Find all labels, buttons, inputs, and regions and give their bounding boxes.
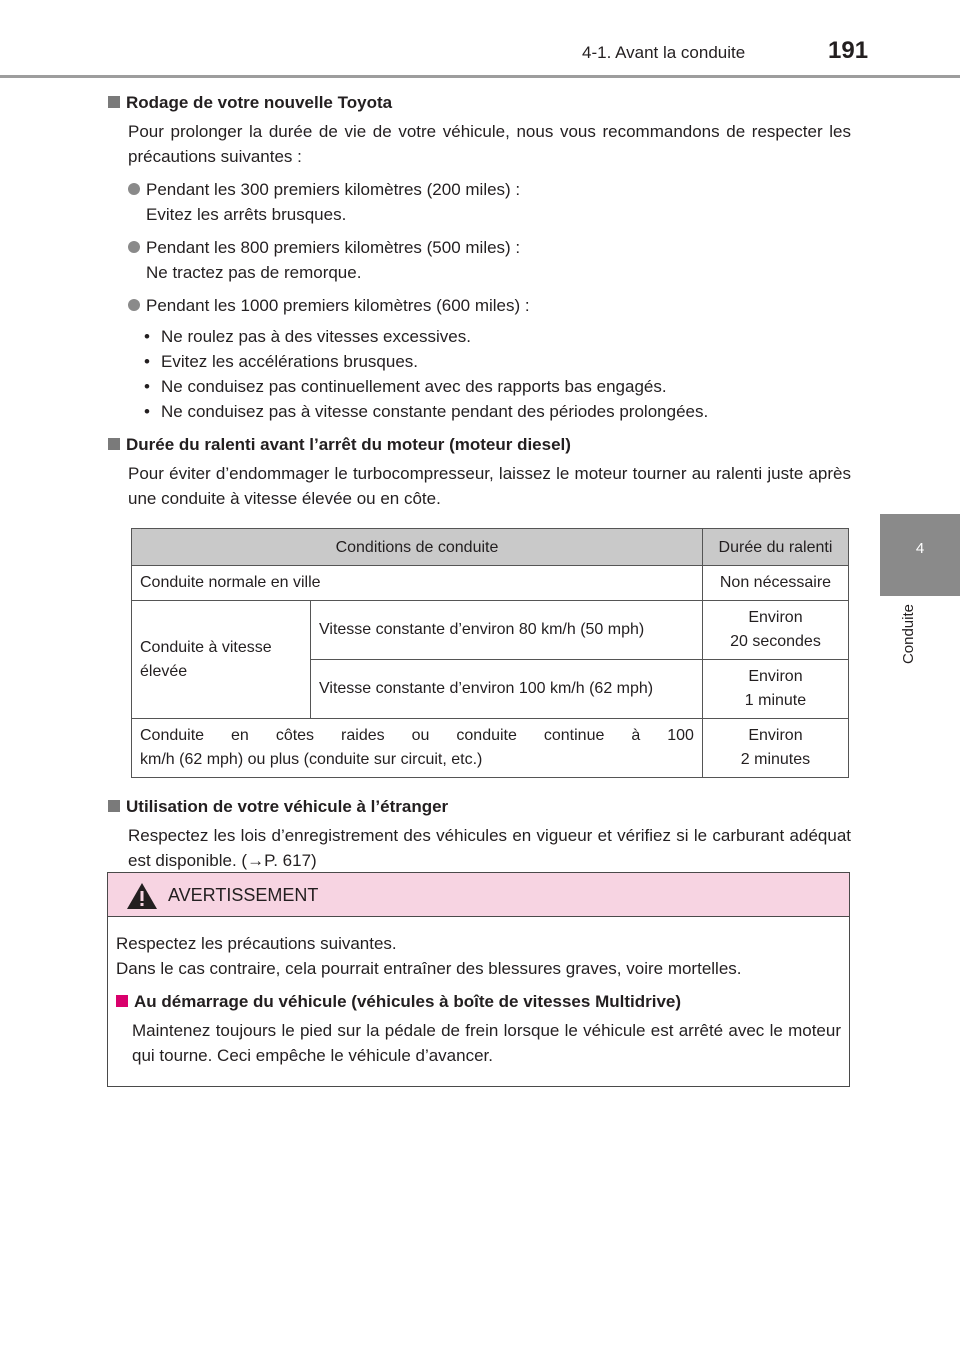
table-cell	[702, 719, 848, 778]
list-item-title: Pendant les 1000 premiers kilomètres (600 miles) :	[146, 296, 530, 315]
section-title: 4-1. Avant la conduite	[582, 43, 746, 62]
list-item	[128, 177, 851, 227]
table-cell	[702, 660, 848, 719]
duration-line: 2 minutes	[740, 751, 811, 768]
header-divider	[0, 75, 960, 78]
warning-triangle-icon	[126, 882, 158, 910]
warning-heading-text: Au démarrage du véhicule (véhicules à boîte de vitesses Multidrive)	[134, 992, 682, 1011]
duration-line: 20 secondes	[730, 633, 821, 650]
section-intro: Pour éviter d’endommager le turbocompresseur, laissez le moteur tourner au ralenti juste après une conduite à vitesse élevée ou en côte.	[128, 464, 851, 508]
chapter-number: 4	[915, 540, 925, 557]
sub-list-item: • Evitez les accélérations brusques.	[144, 349, 851, 374]
table-cell: Vitesse constante d’environ 80 km/h (50 mph)	[311, 601, 703, 660]
list-item-title: Pendant les 300 premiers kilomètres (200 miles) :	[146, 180, 521, 199]
chapter-tab[interactable]	[880, 514, 960, 596]
sub-list-item: • Ne roulez pas à des vitesses excessives.	[144, 324, 851, 349]
table-cell: Conduite normale en ville	[132, 566, 703, 601]
table-row	[132, 566, 849, 601]
list-item-title: Pendant les 800 premiers kilomètres (500 miles) :	[146, 238, 521, 257]
circle-bullet-icon	[128, 241, 140, 253]
table-header-row	[132, 529, 849, 566]
list-item	[128, 293, 851, 318]
duration-line: Environ	[748, 727, 803, 744]
table-cell	[132, 719, 703, 778]
sub-list	[144, 324, 851, 424]
table-cell	[702, 601, 848, 660]
square-bullet-icon	[108, 438, 120, 450]
section-heading-rodage	[108, 90, 851, 115]
table-cell: Conduite à vitesse élevée	[132, 601, 311, 719]
idle-duration-table	[131, 528, 849, 778]
square-bullet-icon	[116, 995, 128, 1007]
warning-text: Maintenez toujours le pied sur la pédale de frein lorsque le véhicule est arrêté avec le moteur qui tourne. Ceci empêche le véhicule d’avancer.	[132, 1021, 841, 1065]
table-header-cell: Conditions de conduite	[132, 529, 703, 566]
table-cell: Non nécessaire	[702, 566, 848, 601]
page-number: 191	[828, 37, 869, 64]
table-header-cell: Durée du ralenti	[702, 529, 848, 566]
warning-title: AVERTISSEMENT	[168, 885, 319, 905]
sub-list-item: • Ne conduisez pas à vitesse constante pendant des périodes prolongées.	[144, 399, 851, 424]
section-intro-text: Respectez les lois d’enregistrement des véhicules en vigueur et vérifiez si le carburant adéquat est disponible. (	[128, 826, 851, 870]
section-heading-text: Durée du ralenti avant l’arrêt du moteur (moteur diesel)	[126, 435, 571, 454]
square-bullet-icon	[108, 800, 120, 812]
list-item-detail: Ne tractez pas de remorque.	[146, 263, 362, 282]
duration-line: Environ	[748, 609, 803, 626]
warning-header	[108, 873, 849, 917]
duration-line: Environ	[748, 668, 803, 685]
condition-line: Conduite en côtes raides ou conduite continue à 100	[140, 727, 694, 744]
chapter-label	[890, 604, 930, 694]
square-bullet-icon	[108, 96, 120, 108]
warning-line: Respectez les précautions suivantes.	[116, 934, 397, 953]
circle-bullet-icon	[128, 299, 140, 311]
chapter-label-text: Conduite	[900, 604, 917, 665]
warning-line: Dans le cas contraire, cela pourrait entraîner des blessures graves, voire mortelles.	[116, 959, 742, 978]
list-item	[128, 235, 851, 285]
main-content	[108, 90, 851, 873]
list-item-detail: Evitez les arrêts brusques.	[146, 205, 347, 224]
section-heading-etranger	[108, 794, 851, 819]
section-heading-text: Rodage de votre nouvelle Toyota	[126, 93, 393, 112]
section-intro	[128, 823, 851, 873]
section-heading-ralenti	[108, 432, 851, 457]
page-reference-link[interactable]: →P. 617)	[247, 851, 317, 870]
section-intro: Pour prolonger la durée de vie de votre véhicule, nous vous recommandons de respecter les précautions suivantes :	[128, 122, 851, 166]
condition-line: km/h (62 mph) ou plus (conduite sur circuit, etc.)	[140, 751, 483, 768]
table-row	[132, 719, 849, 778]
warning-box	[107, 872, 850, 1087]
table-row	[132, 601, 849, 660]
warning-body	[108, 917, 849, 1068]
table-cell: Vitesse constante d’environ 100 km/h (62 mph)	[311, 660, 703, 719]
circle-bullet-icon	[128, 183, 140, 195]
section-heading-text: Utilisation de votre véhicule à l’étranger	[126, 797, 449, 816]
warning-heading	[116, 989, 841, 1014]
sub-list-item: • Ne conduisez pas continuellement avec des rapports bas engagés.	[144, 374, 851, 399]
duration-line: 1 minute	[744, 692, 807, 709]
